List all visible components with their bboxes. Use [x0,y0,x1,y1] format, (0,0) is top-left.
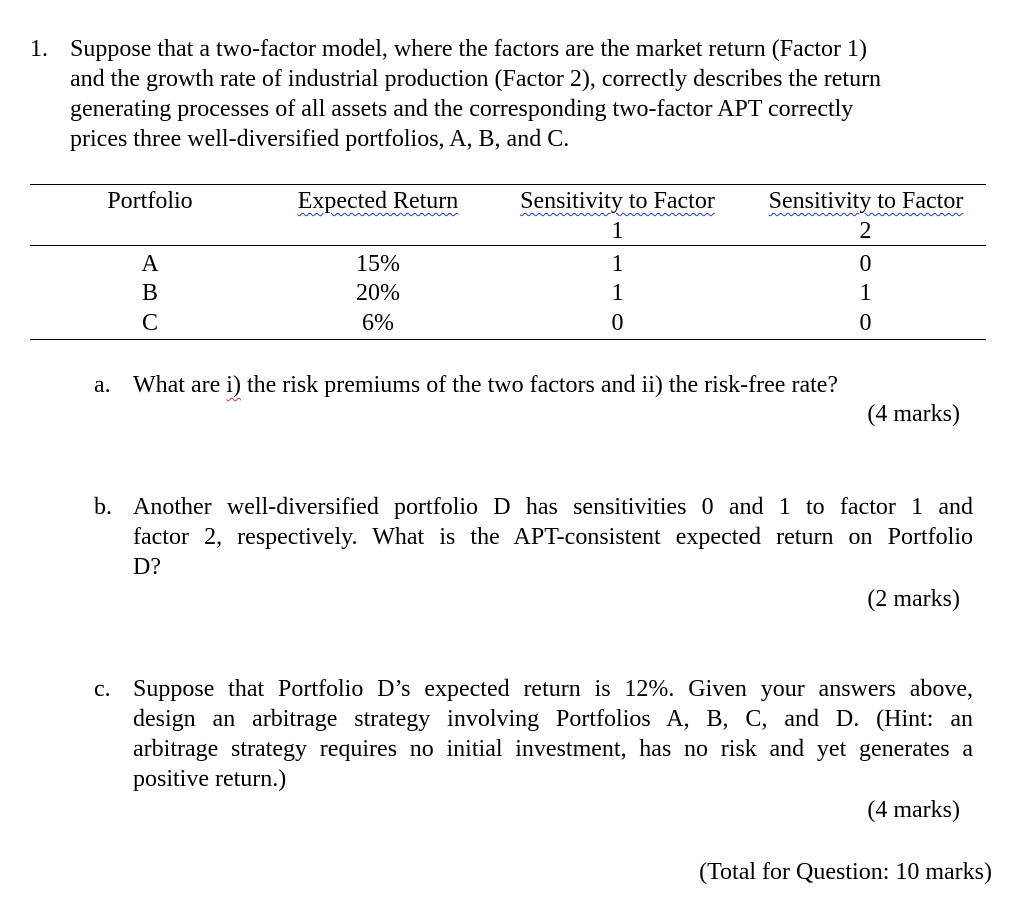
part-a-text [133,370,983,400]
cell-sens2: 0 [859,310,872,336]
header-sensitivity-factor-1 [505,187,730,215]
header-sens1-label: Sensitivity to Factor [520,188,715,214]
part-a-line [133,370,983,400]
part-c-text [133,674,973,794]
cell-expected-return: 20% [356,280,400,306]
part-a-letter: a. [94,372,111,398]
stem-line: and the growth rate of industrial production (Factor 2), correctly describes the return [70,66,882,92]
cell-portfolio: A [141,251,159,277]
part-b-text [133,492,973,582]
part-b-line: factor 2, respectively. What is the APT-consistent expected return on Portfolio [133,524,973,550]
header-sens1-number: 1 [611,218,624,244]
cell-sens2: 1 [859,280,872,306]
part-c-line: design an arbitrage strategy involving Portfolios A, B, C, and D. (Hint: an [133,706,973,732]
part-c-line: Suppose that Portfolio D’s expected return is 12%. Given your answers above, [133,676,973,702]
part-a-post: the risk premiums of the two factors and ii) the risk-free rate? [240,372,839,398]
total-marks: (Total for Question: 10 marks) [699,859,992,885]
cell-sens1: 0 [611,310,624,336]
table-bottom-rule [30,339,986,340]
part-c-letter: c. [94,676,111,702]
cell-portfolio: B [141,280,158,306]
header-sensitivity-factor-2 [752,187,980,215]
stem-line: generating processes of all assets and the corresponding two-factor APT correctly [70,96,854,122]
header-portfolio: Portfolio [107,188,193,214]
cell-expected-return: 6% [362,310,394,336]
header-expected-return [280,187,476,215]
stem-line: Suppose that a two-factor model, where the factors are the market return (Factor 1) [70,36,868,62]
header-sens2-number: 2 [859,218,872,244]
header-expected-return-label: Expected Return [297,188,459,214]
question-stem [70,34,980,154]
table-header-rule [30,245,986,246]
cell-sens1: 1 [611,280,624,306]
header-sens2-label: Sensitivity to Factor [768,188,964,214]
part-a-pre: What are [133,372,227,398]
cell-expected-return: 15% [356,251,400,277]
cell-portfolio: C [141,310,158,336]
part-c-marks: (4 marks) [867,797,960,823]
cell-sens1: 1 [611,251,624,277]
part-b-line: D? [133,554,161,580]
part-b-letter: b. [94,494,112,520]
part-c-line: arbitrage strategy requires no initial investment, has no risk and yet generates a [133,736,973,762]
table-top-rule [30,184,986,185]
part-a-roman-i: i) [226,372,241,398]
part-c-line: positive return.) [133,766,287,792]
part-b-marks: (2 marks) [867,586,960,612]
question-number: 1. [30,36,48,62]
stem-line: prices three well-diversified portfolios, A, B, and C. [70,126,570,152]
part-b-line: Another well-diversified portfolio D has sensitivities 0 and 1 to factor 1 and [133,494,973,520]
cell-sens2: 0 [859,251,872,277]
part-a-marks: (4 marks) [867,401,960,427]
